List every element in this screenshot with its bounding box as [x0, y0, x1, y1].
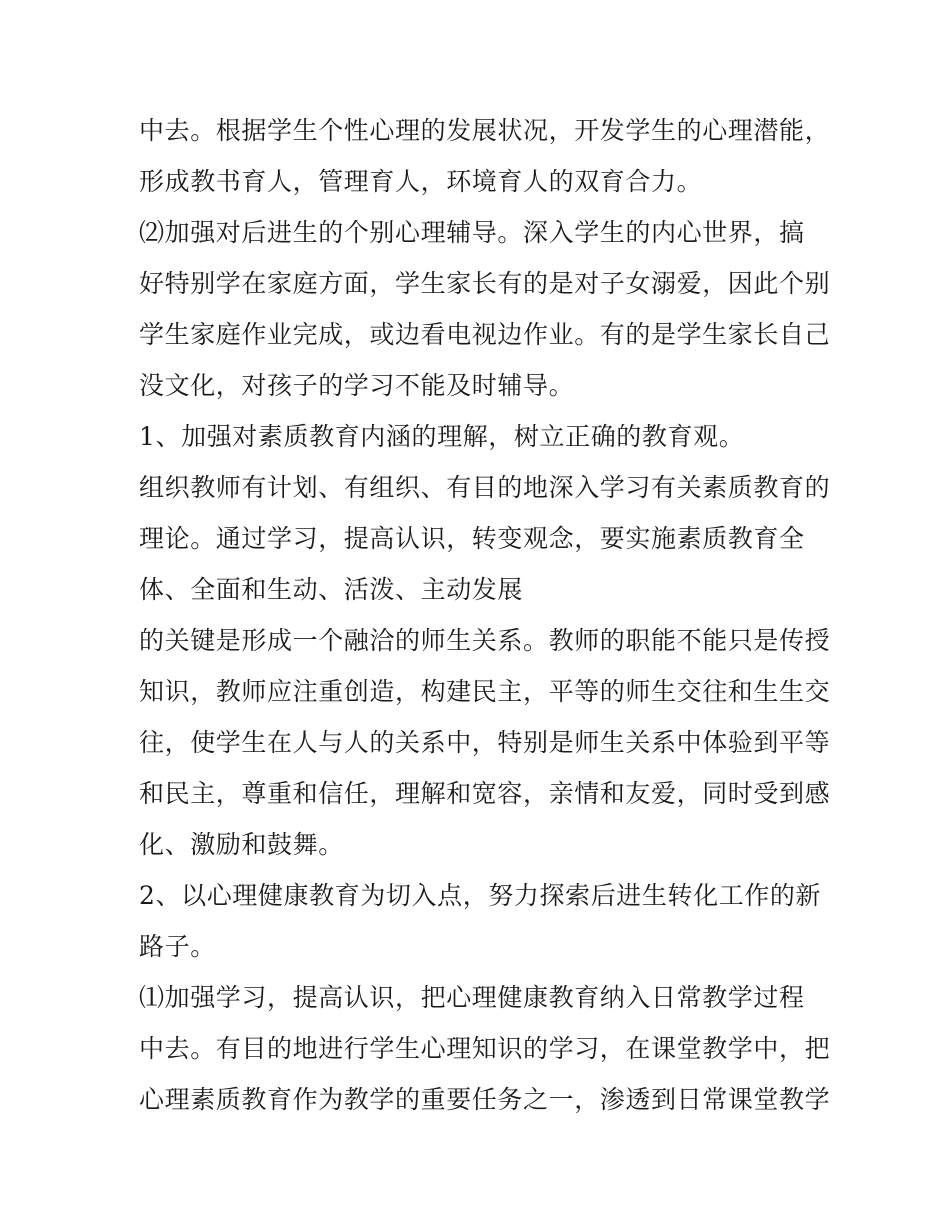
text-line: ⑴加强学习，提高认识，把心理健康教育纳入日常教学过程 — [139, 983, 805, 1012]
text-line: ⑵加强对后进生的个别心理辅导。深入学生的内心世界，搞 — [139, 218, 805, 247]
text-line: 体、全面和生动、活泼、主动发展 — [139, 575, 524, 604]
text-line: 化、激励和鼓舞。 — [139, 830, 344, 859]
text-line: 知识，教师应注重创造，构建民主，平等的师生交往和生生交 — [139, 677, 831, 706]
text-line: 中去。有目的地进行学生心理知识的学习，在课堂教学中，把 — [139, 1034, 831, 1063]
text-line: 心理素质教育作为教学的重要任务之一，渗透到日常课堂教学 — [139, 1085, 831, 1114]
document-body — [139, 105, 829, 1125]
text-line: 形成教书育人，管理育人，环境育人的双育合力。 — [139, 167, 703, 196]
text-line: 路子。 — [139, 932, 216, 961]
text-line: 没文化，对孩子的学习不能及时辅导。 — [139, 371, 575, 400]
text-line: 往，使学生在人与人的关系中，特别是师生关系中体验到平等 — [139, 728, 831, 757]
text-line: 中去。根据学生个性心理的发展状况，开发学生的心理潜能， — [139, 116, 831, 145]
text-line: 的关键是形成一个融洽的师生关系。教师的职能不能只是传授 — [139, 626, 831, 655]
section-heading-1: 1、加强对素质教育内涵的理解，树立正确的教育观。 — [139, 422, 745, 451]
text-line: 学生家庭作业完成，或边看电视边作业。有的是学生家长自己 — [139, 320, 831, 349]
text-line: 好特别学在家庭方面，学生家长有的是对子女溺爱，因此个别 — [139, 269, 831, 298]
section-heading-2: 2、以心理健康教育为切入点，努力探索后进生转化工作的新 — [139, 881, 822, 910]
text-line: 和民主，尊重和信任，理解和宽容，亲情和友爱，同时受到感 — [139, 779, 831, 808]
text-line: 组织教师有计划、有组织、有目的地深入学习有关素质教育的 — [139, 473, 831, 502]
text-line: 理论。通过学习，提高认识，转变观念，要实施素质教育全 — [139, 524, 805, 553]
